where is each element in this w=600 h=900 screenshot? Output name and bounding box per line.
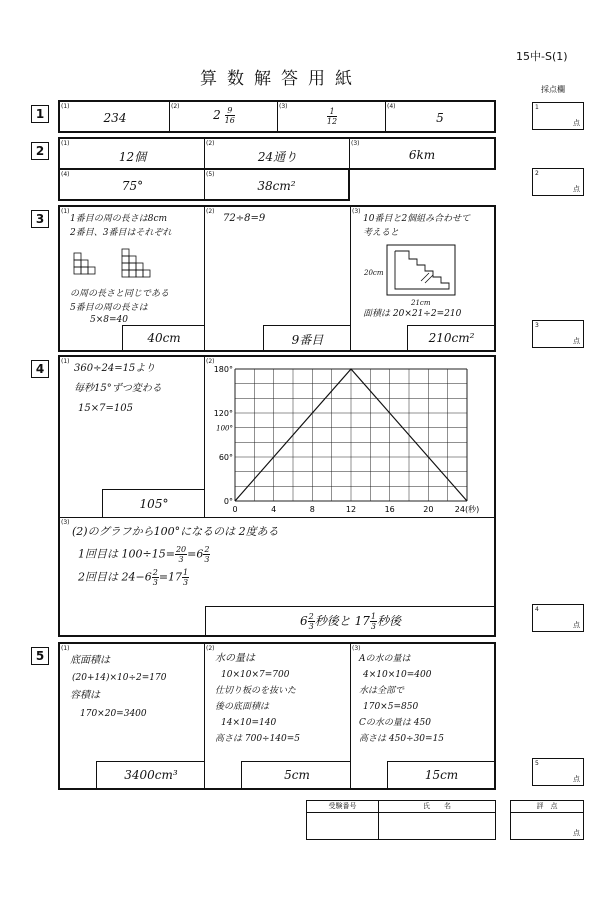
footer-eval-table — [510, 800, 584, 840]
q3-cell-3 — [351, 207, 494, 350]
q1-sub-2: (2) — [171, 103, 180, 110]
q1-answer-2-whole: 2 — [213, 108, 221, 122]
name-field[interactable] — [379, 813, 495, 839]
q1-cell-4 — [386, 102, 494, 131]
q4-frame — [58, 355, 496, 637]
score-box-4[interactable] — [532, 604, 584, 632]
q2-sub-4: (4) — [61, 171, 70, 178]
q4-work3-frac1: $\frac{20}{3}$ — [175, 545, 187, 564]
x-tick-label: 12 — [345, 505, 357, 514]
q2-answer-1: 12個 — [118, 150, 147, 164]
q2-sub-5: (5) — [206, 171, 215, 178]
q4-work3-frac4: $\frac{1}{3}$ — [183, 568, 189, 587]
page-title: 算数解答用紙 — [200, 69, 362, 89]
q4-a3-whole2: 17 — [354, 614, 370, 628]
q5-number: 5 — [31, 647, 49, 665]
q3-work1-line2: 2番目、3番目はそれぞれ — [70, 228, 172, 238]
q3-work1-line1: 1番目の周の長さは8cm — [70, 214, 168, 224]
q2-sub-2: (2) — [206, 140, 215, 147]
q1-cell-2 — [170, 102, 278, 131]
q3-fig-label-left: 20cm — [364, 269, 384, 277]
q2-number: 2 — [31, 142, 49, 160]
q4-work1-line1: 360÷24=15より — [74, 363, 156, 374]
q4-a3-whole1: 6 — [300, 614, 308, 628]
q3-staircase-figures — [72, 247, 172, 289]
score-box-2[interactable] — [532, 168, 584, 196]
q4-work3-line1: (2)のグラフから100°になるのは 2度ある — [72, 525, 279, 538]
q2-cell-2 — [205, 139, 350, 168]
q4-number: 4 — [31, 360, 49, 378]
name-header — [379, 801, 495, 813]
annotation-100: 100° — [216, 424, 233, 433]
q4-work1-line2: 毎秒15°ずつ変わる — [74, 383, 162, 394]
q5-work2-line3: 仕切り板のを抜いた — [215, 686, 297, 696]
q5-work3-line6: 高さは 450÷30=15 — [359, 734, 445, 744]
q3-work2: 72÷8=9 — [223, 213, 266, 224]
score-box-1[interactable] — [532, 102, 584, 130]
q4-angle-chart — [205, 357, 494, 518]
q1-cell-1 — [60, 102, 170, 131]
q4-a3-den2: 3 — [370, 622, 376, 631]
exam-no-field[interactable] — [307, 813, 379, 839]
q4-a3-end: 秒後 — [376, 614, 401, 628]
score-box-3-point: 点 — [573, 337, 580, 345]
q4-work3-frac2: $\frac{2}{3}$ — [204, 545, 210, 564]
q1-answer-3 — [278, 107, 386, 126]
q3-work1-line4: 5番目の周の長さは — [70, 303, 148, 313]
q3-sub-3: (3) — [352, 208, 361, 215]
q3-fig-label-bottom: 21cm — [411, 299, 431, 307]
q3-answer-box-1 — [122, 325, 204, 350]
score-box-5-point: 点 — [573, 775, 580, 783]
q4-a3-frac2 — [370, 612, 377, 631]
q2-frame-bottom — [58, 168, 350, 201]
q4-work3-first-label: 1回目は — [78, 547, 118, 561]
q4-a3-mid: 秒後と — [314, 614, 351, 628]
q3-answer-1: 40cm — [147, 331, 181, 345]
q1-answer-2 — [170, 106, 278, 125]
x-tick-label: 8 — [309, 505, 315, 514]
q4-sub-1: (1) — [61, 358, 70, 365]
q4-answer-3 — [206, 612, 495, 631]
q5-cell-2 — [205, 644, 351, 788]
q5-work1-line3: 容積は — [70, 690, 100, 701]
q2-cell-4 — [60, 170, 205, 199]
score-box-4-point: 点 — [573, 621, 580, 629]
q3-rectangle-figure — [381, 243, 461, 299]
q1-answer-4: 5 — [436, 111, 444, 125]
q4-answer-box-1 — [102, 489, 204, 518]
q1-sub-3: (3) — [279, 103, 288, 110]
q5-work2-line2: 10×10×7=700 — [221, 670, 290, 680]
exam-no-label: 受験番号 — [328, 802, 357, 810]
q5-work3-line1: Aの水の量は — [359, 654, 411, 664]
score-box-1-point: 点 — [573, 119, 580, 127]
header-code: 15中-S(1) — [516, 50, 568, 63]
q3-answer-box-3 — [407, 325, 494, 350]
q4-a3-den1: 3 — [308, 622, 314, 631]
y-tick-label: 120° — [213, 409, 233, 418]
q1-answer-1: 234 — [103, 111, 127, 125]
q3-answer-3: 210cm² — [428, 331, 475, 345]
q5-work3-line4: 170×5=850 — [363, 702, 419, 712]
q5-sub-2: (2) — [206, 645, 215, 652]
q1-a2-num: 9 — [225, 106, 235, 116]
q4-work3-frac3: $\frac{2}{3}$ — [152, 568, 158, 587]
q1-sub-1: (1) — [61, 103, 70, 110]
exam-no-header — [307, 801, 379, 813]
y-tick-label: 60° — [218, 453, 233, 462]
x-tick-label: 16 — [384, 505, 395, 514]
q5-cell-1 — [60, 644, 205, 788]
footer-id-table — [306, 800, 496, 840]
q4-answer-1: 105° — [139, 497, 169, 511]
q1-a3-den: 12 — [326, 117, 338, 126]
q3-cell-2 — [205, 207, 351, 350]
q2-cell-5 — [205, 170, 348, 199]
q3-frame — [58, 205, 496, 352]
q1-a2-den: 16 — [224, 116, 235, 125]
q2-cell-3 — [350, 139, 494, 168]
q3-work3-line2: 考えると — [363, 228, 400, 238]
q1-number: 1 — [31, 105, 49, 123]
q2-sub-3: (3) — [351, 140, 360, 147]
q5-work3-line2: 4×10×10=400 — [363, 670, 432, 680]
q2-sub-1: (1) — [61, 140, 70, 147]
q3-cell-1 — [60, 207, 205, 350]
q5-sub-3: (3) — [352, 645, 361, 652]
q1-a3-num: 1 — [327, 107, 337, 117]
q2-frame-top — [58, 137, 496, 170]
q2-answer-2: 24通り — [257, 150, 298, 164]
eval-label: 評 点 — [536, 802, 558, 810]
score-box-4-label: 4 — [535, 606, 539, 613]
score-box-3[interactable] — [532, 320, 584, 348]
eval-header — [511, 801, 583, 813]
eval-point: 点 — [573, 829, 580, 837]
q5-sub-1: (1) — [61, 645, 70, 652]
q4-work3-second-label: 2回目は — [78, 570, 118, 584]
q3-work3-line1: 10番目と2個組み合わせて — [363, 214, 471, 224]
score-column-title: 採点欄 — [541, 85, 565, 94]
q5-work2-line4: 後の底面積は — [215, 702, 270, 712]
q3-work3-line3: 面積は 20×21÷2=210 — [363, 309, 462, 319]
q3-answer-2: 9番目 — [291, 333, 324, 347]
q5-work3-line5: Cの水の量は 450 — [359, 718, 431, 728]
q2-answer-3: 6km — [408, 148, 436, 162]
q4-a3-num1: 2 — [308, 612, 314, 621]
q5-answer-1: 3400cm³ — [124, 768, 178, 782]
score-box-2-label: 2 — [535, 170, 539, 177]
q2-answer-5: 38cm² — [257, 179, 296, 193]
q1-answer-3-frac — [327, 107, 337, 126]
q5-work2-line5: 14×10=140 — [221, 718, 277, 728]
q2-answer-4: 75° — [121, 179, 144, 193]
q3-work1-line3: の周の長さと同じである — [70, 289, 170, 299]
q1-sub-4: (4) — [387, 103, 396, 110]
q5-work3-line3: 水は全部で — [359, 686, 405, 696]
q4-a3-num2: 1 — [370, 612, 376, 621]
q3-sub-2: (2) — [206, 208, 215, 215]
q4-sub-2: (2) — [206, 358, 215, 365]
q3-work1-line5: 5×8=40 — [90, 315, 128, 325]
q4-cell-1 — [60, 357, 205, 518]
y-tick-label: 180° — [213, 365, 233, 374]
q5-work2-line1: 水の量は — [215, 653, 255, 664]
q3-number: 3 — [31, 210, 49, 228]
q4-work3-line2: 1回目は 100÷15= $\frac{20}{3}$ =6 $\frac{2}{3}$ — [78, 545, 210, 564]
q3-answer-box-2 — [263, 325, 350, 350]
q5-cell-3 — [351, 644, 494, 788]
q5-work1-line4: 170×20=3400 — [80, 709, 147, 719]
score-box-2-point: 点 — [573, 185, 580, 193]
score-box-3-label: 3 — [535, 322, 539, 329]
q4-cell-2 — [205, 357, 494, 518]
q3-sub-1: (1) — [61, 208, 70, 215]
q1-cell-3 — [278, 102, 386, 131]
q5-work1-line2: (20+14)×10÷2=170 — [72, 673, 167, 683]
q5-work2-line6: 高さは 700÷140=5 — [215, 734, 301, 744]
q4-work1-line3: 15×7=105 — [78, 403, 133, 414]
q2-cell-1 — [60, 139, 205, 168]
q4-sub-3: (3) — [61, 519, 70, 526]
name-label: 氏 名 — [423, 802, 451, 810]
x-tick-label: 0 — [232, 505, 238, 514]
q5-answer-3: 15cm — [424, 768, 459, 782]
q4-a3-frac1 — [308, 612, 315, 631]
q1-frame — [58, 100, 496, 133]
q5-frame — [58, 642, 496, 790]
x-tick-label: 20 — [423, 505, 434, 514]
score-box-1-label: 1 — [535, 104, 539, 111]
q5-answer-box-2 — [241, 761, 351, 788]
q5-answer-2: 5cm — [284, 768, 310, 782]
y-tick-label: 0° — [223, 497, 233, 506]
score-box-5[interactable] — [532, 758, 584, 786]
x-tick-label: 24(秒) — [454, 505, 480, 514]
q4-answer-box-3 — [205, 606, 494, 635]
q5-answer-box-3 — [387, 761, 494, 788]
q5-answer-box-1 — [96, 761, 204, 788]
q1-answer-2-frac — [225, 106, 235, 125]
score-box-5-label: 5 — [535, 760, 539, 767]
x-tick-label: 4 — [271, 505, 277, 514]
q5-work1-line1: 底面積は — [70, 655, 110, 666]
q4-cell-3 — [60, 518, 494, 635]
q4-work3-line3: 2回目は 24−6 $\frac{2}{3}$ =17 $\frac{1}{3}$ — [78, 568, 189, 587]
